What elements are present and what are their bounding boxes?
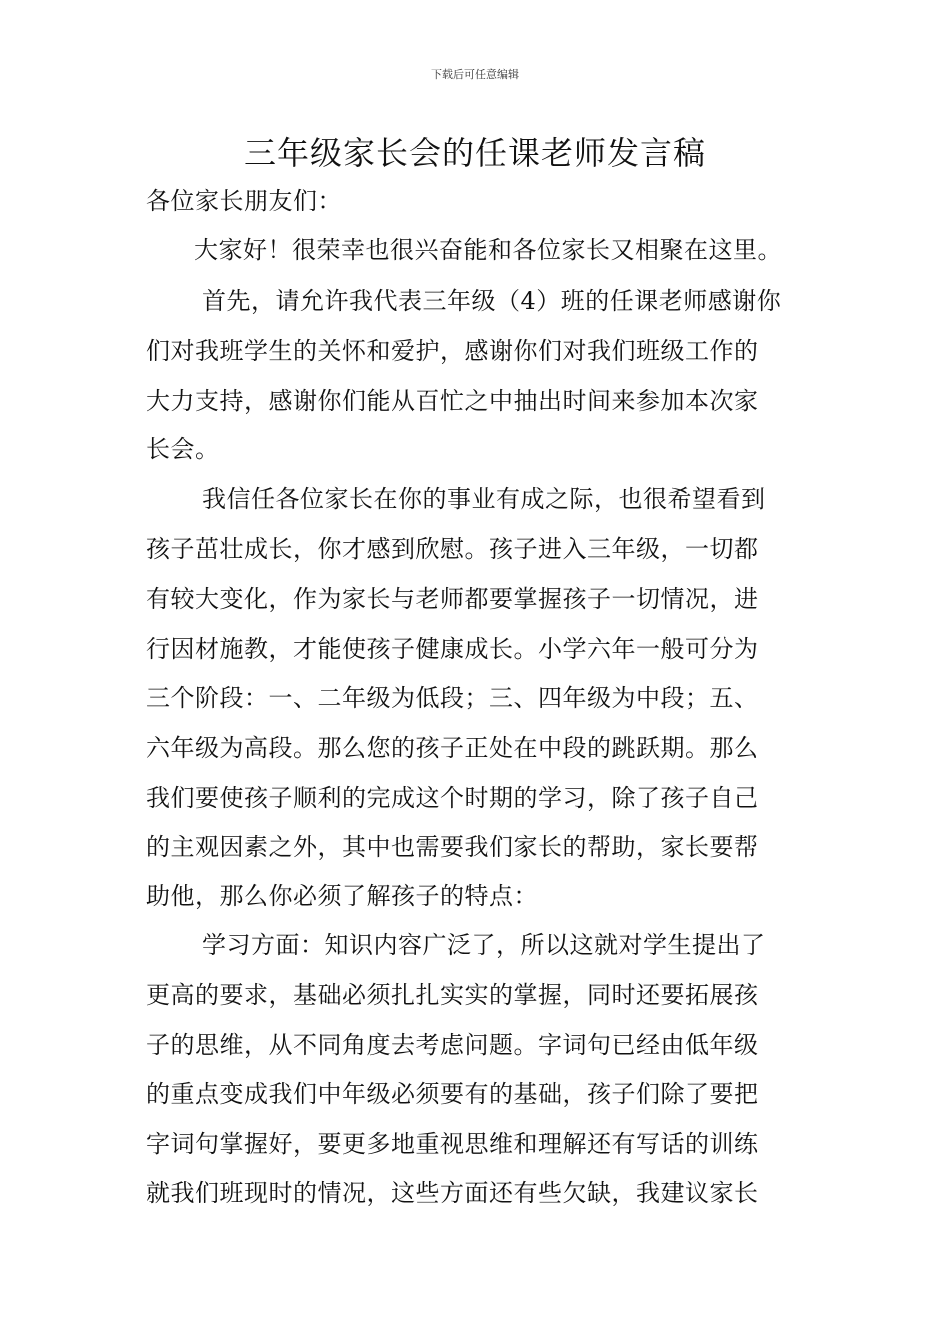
paragraph-line: 三个阶段：一、二年级为低段；三、四年级为中段；五、 <box>146 684 759 712</box>
paragraph-line: 我信任各位家长在你的事业有成之际，也很希望看到 <box>202 485 766 513</box>
paragraph-line: 助他，那么你必须了解孩子的特点： <box>146 882 538 910</box>
salutation: 各位家长朋友们： <box>146 187 342 215</box>
paragraph-line: 行因材施教，才能使孩子健康成长。小学六年一般可分为 <box>146 635 759 663</box>
paragraph-line: 更高的要求，基础必须扎扎实实的掌握，同时还要拓展孩 <box>146 981 759 1009</box>
paragraph-line: 六年级为高段。那么您的孩子正处在中段的跳跃期。那么 <box>146 734 759 762</box>
paragraph-line: 就我们班现时的情况，这些方面还有些欠缺，我建议家长 <box>146 1179 759 1207</box>
header-note: 下载后可任意编辑 <box>431 68 519 81</box>
paragraph-line: 字词句掌握好，要更多地重视思维和理解还有写话的训练 <box>146 1130 759 1158</box>
paragraph-line: 的重点变成我们中年级必须要有的基础，孩子们除了要把 <box>146 1080 759 1108</box>
paragraph-line: 我们要使孩子顺利的完成这个时期的学习，除了孩子自己 <box>146 784 759 812</box>
paragraph-line: 首先，请允许我代表三年级（4）班的任课老师感谢你 <box>202 287 782 315</box>
paragraph-line: 学习方面：知识内容广泛了，所以这就对学生提出了 <box>202 931 766 959</box>
paragraph-line: 长会。 <box>146 435 220 463</box>
paragraph-line: 大力支持，感谢你们能从百忙之中抽出时间来参加本次家 <box>146 387 759 415</box>
document-title: 三年级家长会的任课老师发言稿 <box>243 134 706 172</box>
paragraph-line: 孩子茁壮成长，你才感到欣慰。孩子进入三年级，一切都 <box>146 535 759 563</box>
paragraph-line: 有较大变化，作为家长与老师都要掌握孩子一切情况，进 <box>146 585 759 613</box>
paragraph-line: 们对我班学生的关怀和爱护，感谢你们对我们班级工作的 <box>146 337 759 365</box>
paragraph-line: 大家好！很荣幸也很兴奋能和各位家长又相聚在这里。 <box>194 236 782 264</box>
paragraph-line: 的主观因素之外，其中也需要我们家长的帮助，家长要帮 <box>146 833 759 861</box>
paragraph-line: 子的思维，从不同角度去考虑问题。字词句已经由低年级 <box>146 1031 759 1059</box>
